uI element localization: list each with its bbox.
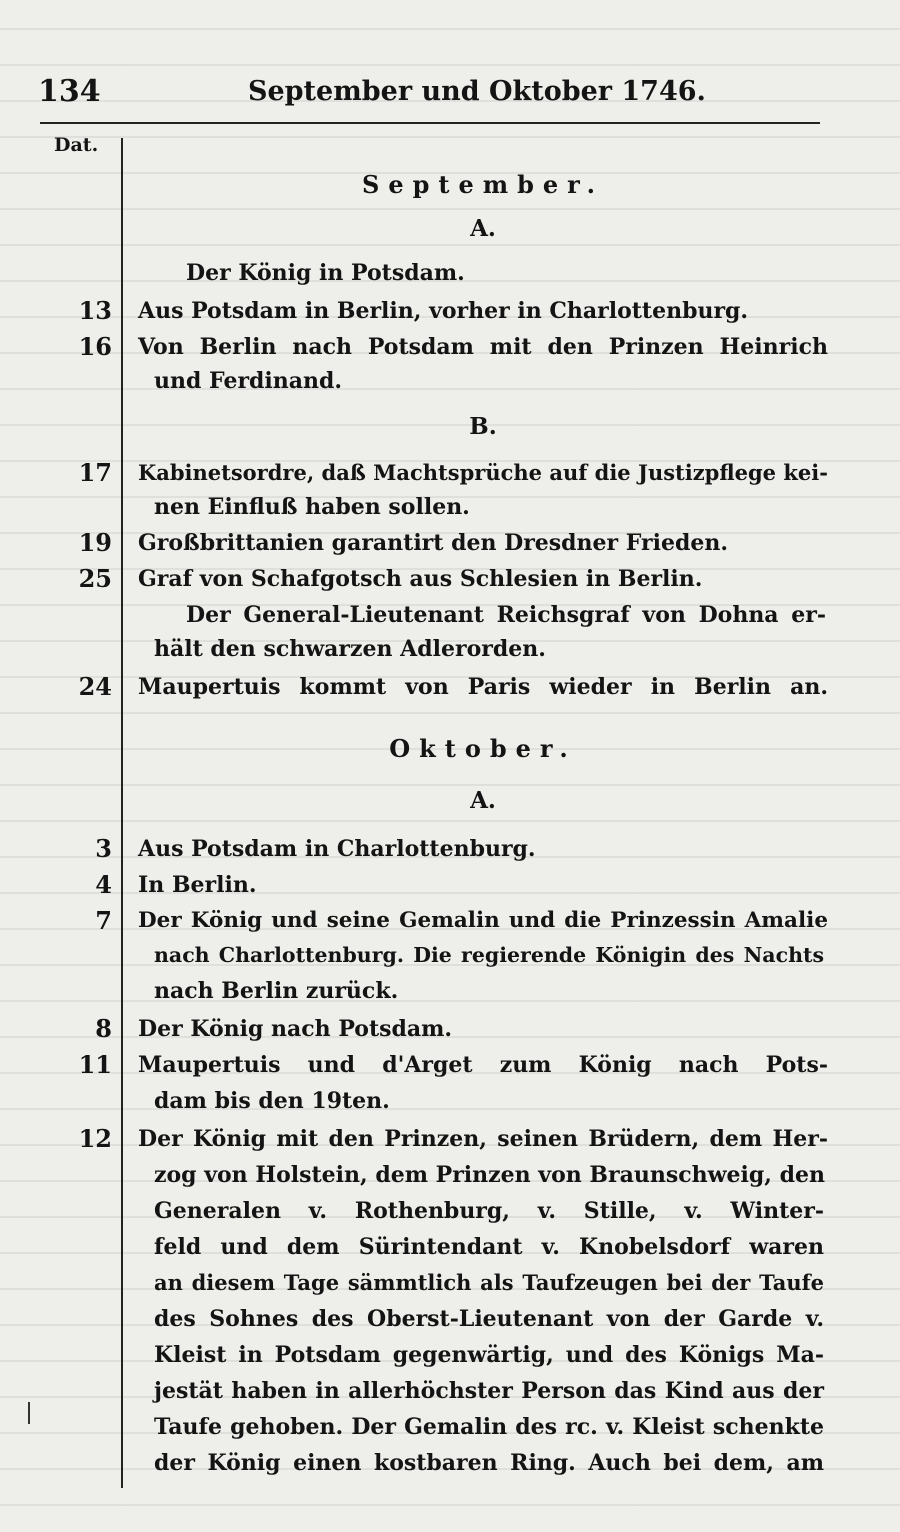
entry-text-continued: zog von Holstein, dem Prinzen von Braunschweig, den <box>154 1162 825 1188</box>
entry-text-continued: Taufe gehoben. Der Gemalin des rc. v. Kleist schenkte <box>154 1414 824 1440</box>
entry-text: Der König nach Potsdam. <box>138 1016 453 1042</box>
page-number: 134 <box>38 74 101 109</box>
month-heading-september: September. <box>362 170 604 199</box>
entry-date: 17 <box>78 458 112 487</box>
entry-text-continued: nach Berlin zurück. <box>154 978 399 1004</box>
entry-date: 12 <box>78 1124 112 1153</box>
entry-text-continued: der König einen kostbaren Ring. Auch bei dem, am <box>154 1450 824 1476</box>
entry-date: 7 <box>95 906 112 935</box>
entry-text: Graf von Schafgotsch aus Schlesien in Berlin. <box>138 566 703 592</box>
entry-text-continued: Kleist in Potsdam gegenwärtig, und des Königs Ma- <box>154 1342 824 1368</box>
entry-date: 8 <box>95 1014 112 1043</box>
entry-text-continued: nach Charlottenburg. Die regierende Königin des Nachts <box>154 943 824 967</box>
entry-date: 24 <box>78 672 112 701</box>
entry-text-indented: Der General-Lieutenant Reichsgraf von Dohna er- <box>186 602 826 628</box>
entry-text: Maupertuis und d'Arget zum König nach Pots- <box>138 1052 828 1078</box>
entry-text-continued: jestät haben in allerhöchster Person das Kind aus der <box>154 1378 824 1404</box>
entry-date: 3 <box>95 834 112 863</box>
running-head: September und Oktober 1746. <box>248 76 706 107</box>
entry-date: 19 <box>78 528 112 557</box>
entry-text-continued: Generalen v. Rothenburg, v. Stille, v. Winter- <box>154 1198 824 1224</box>
entry-date: 16 <box>78 332 112 361</box>
section-heading-b: B. <box>469 413 497 440</box>
date-column-rule <box>121 138 123 1488</box>
month-heading-oktober: Oktober. <box>389 734 577 763</box>
entry-date: 4 <box>95 870 112 899</box>
header-rule <box>40 122 820 124</box>
entry-text: In Berlin. <box>138 872 257 898</box>
entry-text-continued: und Ferdinand. <box>154 368 343 394</box>
entry-text-continued: feld und dem Sürintendant v. Knobelsdorf waren <box>154 1234 824 1260</box>
entry-text-continued: dam bis den 19ten. <box>154 1088 390 1114</box>
margin-mark <box>28 1402 30 1424</box>
entry-text: Kabinetsordre, daß Machtsprüche auf die Justizpflege kei- <box>138 460 828 485</box>
entry-text: Aus Potsdam in Berlin, vorher in Charlottenburg. <box>138 298 749 324</box>
page-header <box>38 74 828 114</box>
entry-date: 11 <box>78 1050 112 1079</box>
entry-date: 13 <box>78 296 112 325</box>
entry-text: Der König mit den Prinzen, seinen Brüdern, dem Her- <box>138 1126 828 1152</box>
date-column-label: Dat. <box>54 134 99 156</box>
entry-text-continued: hält den schwarzen Adlerorden. <box>154 636 546 662</box>
entry-text-continued: nen Einfluß haben sollen. <box>154 494 470 520</box>
entry-text-continued: an diesem Tage sämmtlich als Taufzeugen bei der Taufe <box>154 1270 824 1295</box>
entry-text: Großbrittanien garantirt den Dresdner Frieden. <box>138 530 729 556</box>
entry-text: Maupertuis kommt von Paris wieder in Berlin an. <box>138 674 828 700</box>
section-heading-a: A. <box>470 215 496 242</box>
entry-date: 25 <box>78 564 112 593</box>
entry-text: Aus Potsdam in Charlottenburg. <box>138 836 536 862</box>
section-heading-a: A. <box>470 787 496 814</box>
entry-text: Von Berlin nach Potsdam mit den Prinzen Heinrich <box>138 334 828 360</box>
entry-text: Der König und seine Gemalin und die Prinzessin Amalie <box>138 908 828 933</box>
intro-line: Der König in Potsdam. <box>186 260 465 286</box>
entry-text-continued: des Sohnes des Oberst-Lieutenant von der Garde v. <box>154 1306 824 1332</box>
